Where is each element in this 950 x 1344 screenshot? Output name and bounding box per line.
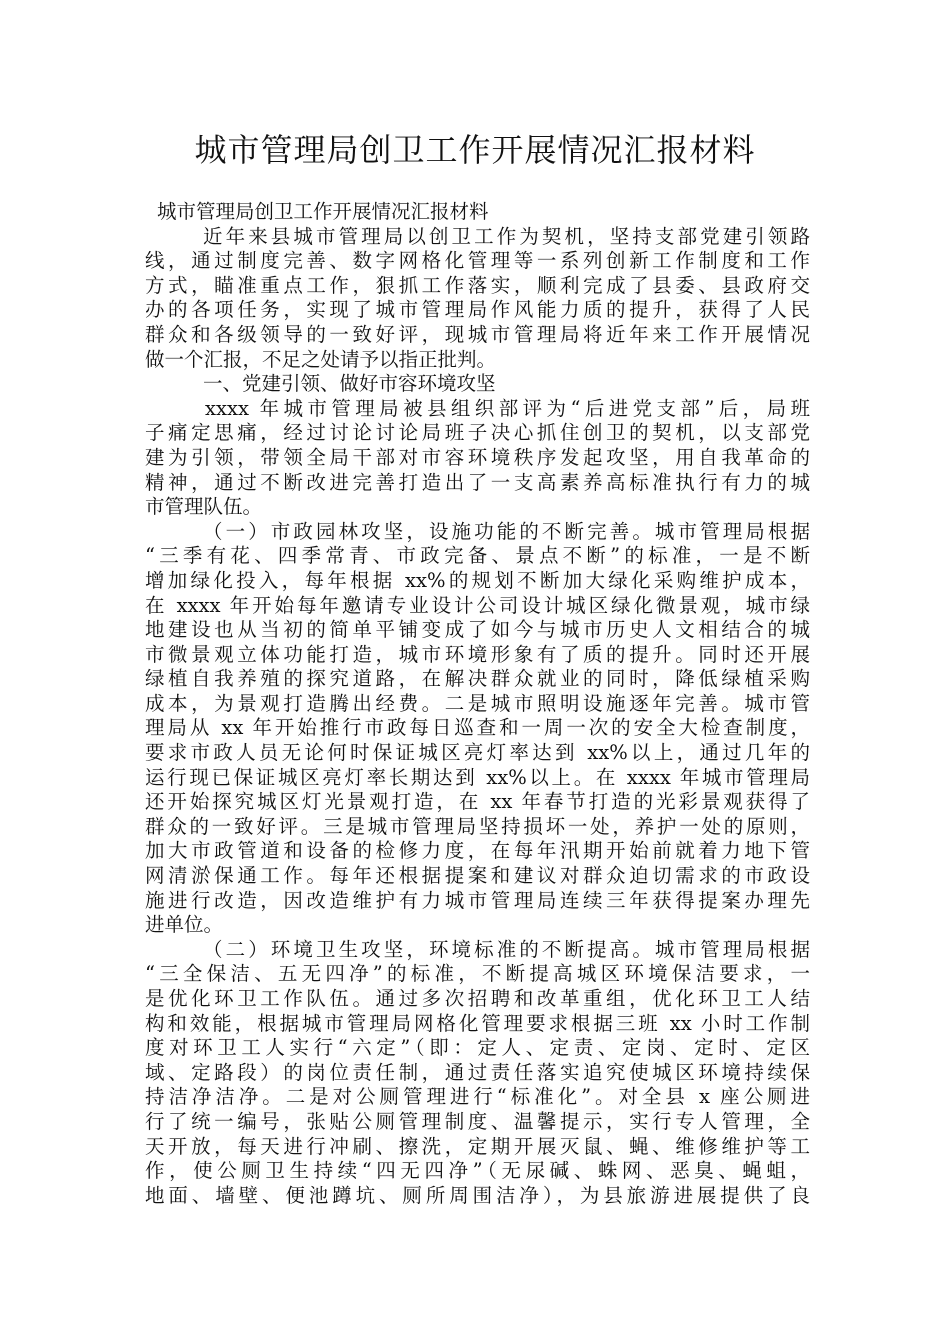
body-line: 成本，为景观打造腾出经费。二是城市照明设施逐年完善。城市管 bbox=[145, 691, 810, 715]
body-line: 运行现已保证城区亮灯率长期达到 xx%以上。在 xxxx 年城市管理局 bbox=[145, 765, 810, 789]
body-line: 增加绿化投入，每年根据 xx%的规划不断加大绿化采购维护成本， bbox=[145, 568, 810, 592]
body-line: 持洁净洁净。二是对公厕管理进行“标准化”。对全县 x 座公厕进 bbox=[145, 1085, 810, 1109]
document-body bbox=[145, 200, 810, 1208]
body-line: 构和效能，根据城市管理局网格化管理要求根据三班 xx 小时工作制 bbox=[145, 1011, 810, 1035]
body-line: 进单位。 bbox=[145, 913, 224, 937]
body-line: 近年来县城市管理局以创卫工作为契机，坚持支部党建引领路 bbox=[203, 224, 810, 248]
body-subtitle: 城市管理局创卫工作开展情况汇报材料 bbox=[157, 200, 489, 223]
body-line: 行了统一编号，张贴公厕管理制度、温馨提示，实行专人管理，全 bbox=[145, 1109, 810, 1133]
body-line: 绿植自我养殖的探究道路，在解决群众就业的同时，降低绿植采购 bbox=[145, 667, 810, 691]
subsection-line: （二）环境卫生攻坚，环境标准的不断提高。城市管理局根据 bbox=[203, 937, 810, 961]
body-line: 理局从 xx 年开始推行市政每日巡查和一周一次的安全大检查制度， bbox=[145, 716, 810, 740]
body-line: 天开放，每天进行冲刷、擦洗，定期开展灭鼠、蝇、维修维护等工 bbox=[145, 1134, 810, 1158]
body-line: 方式，瞄准重点工作，狠抓工作落实，顺利完成了县委、县政府交 bbox=[145, 273, 810, 297]
body-line: 施进行改造，因改造维护有力城市管理局连续三年获得提案办理先 bbox=[145, 888, 810, 912]
body-line: 群众的一致好评。三是城市管理局坚持损坏一处，养护一处的原则， bbox=[145, 814, 810, 838]
body-line: 子痛定思痛，经过讨论讨论局班子决心抓住创卫的契机，以支部党 bbox=[145, 421, 810, 445]
body-line: 度对环卫工人实行“六定”（即：定人、定责、定岗、定时、定区 bbox=[145, 1036, 810, 1060]
body-line: 线，通过制度完善、数字网格化管理等一系列创新工作制度和工作 bbox=[145, 249, 810, 273]
body-line: 网清淤保通工作。每年还根据提案和建议对群众迫切需求的市政设 bbox=[145, 864, 810, 888]
body-line: 地建设也从当初的简单平铺变成了如今与城市历史人文相结合的城 bbox=[145, 618, 810, 642]
body-line: 加大市政管道和设备的检修力度，在每年汛期开始前就着力地下管 bbox=[145, 839, 810, 863]
body-line: 市微景观立体功能打造，城市环境形象有了质的提升。同时还开展 bbox=[145, 642, 810, 666]
body-line: xxxx 年城市管理局被县组织部评为“后进党支部”后，局班 bbox=[205, 396, 810, 420]
body-line: “三季有花、四季常青、市政完备、景点不断”的标准，一是不断 bbox=[145, 544, 810, 568]
body-line: 作，使公厕卫生持续“四无四净”（无尿碱、蛛网、恶臭、蝇蛆， bbox=[145, 1159, 810, 1183]
document-title: 城市管理局创卫工作开展情况汇报材料 bbox=[194, 131, 756, 169]
body-line: 域、定路段）的岗位责任制，通过责任落实追究使城区环境持续保 bbox=[145, 1060, 810, 1084]
body-line: 地面、墙壁、便池蹲坑、厕所周围洁净），为县旅游进展提供了良 bbox=[145, 1183, 810, 1207]
body-line: 办的各项任务，实现了城市管理局作风能力质的提升，获得了人民 bbox=[145, 298, 810, 322]
body-line: 群众和各级领导的一致好评，现城市管理局将近年来工作开展情况 bbox=[145, 322, 810, 346]
subsection-line: （一）市政园林攻坚，设施功能的不断完善。城市管理局根据 bbox=[203, 519, 810, 543]
body-line: 做一个汇报，不足之处请予以指正批判。 bbox=[145, 347, 497, 371]
section-heading: 一、党建引领、做好市容环境攻坚 bbox=[203, 372, 496, 396]
body-line: “三全保洁、五无四净”的标准，不断提高城区环境保洁要求，一 bbox=[145, 962, 810, 986]
body-line: 在 xxxx 年开始每年邀请专业设计公司设计城区绿化微景观，城市绿 bbox=[145, 593, 810, 617]
body-line: 市管理队伍。 bbox=[145, 495, 263, 519]
body-line: 要求市政人员无论何时保证城区亮灯率达到 xx%以上，通过几年的 bbox=[145, 741, 810, 765]
body-line: 精神，通过不断改进完善打造出了一支高素养高标准执行有力的城 bbox=[145, 470, 810, 494]
body-line: 还开始探究城区灯光景观打造，在 xx 年春节打造的光彩景观获得了 bbox=[145, 790, 810, 814]
body-line: 是优化环卫工作队伍。通过多次招聘和改革重组，优化环卫工人结 bbox=[145, 987, 810, 1010]
body-line: 建为引领，带领全局干部对市容环境秩序发起攻坚，用自我革命的 bbox=[145, 445, 810, 469]
